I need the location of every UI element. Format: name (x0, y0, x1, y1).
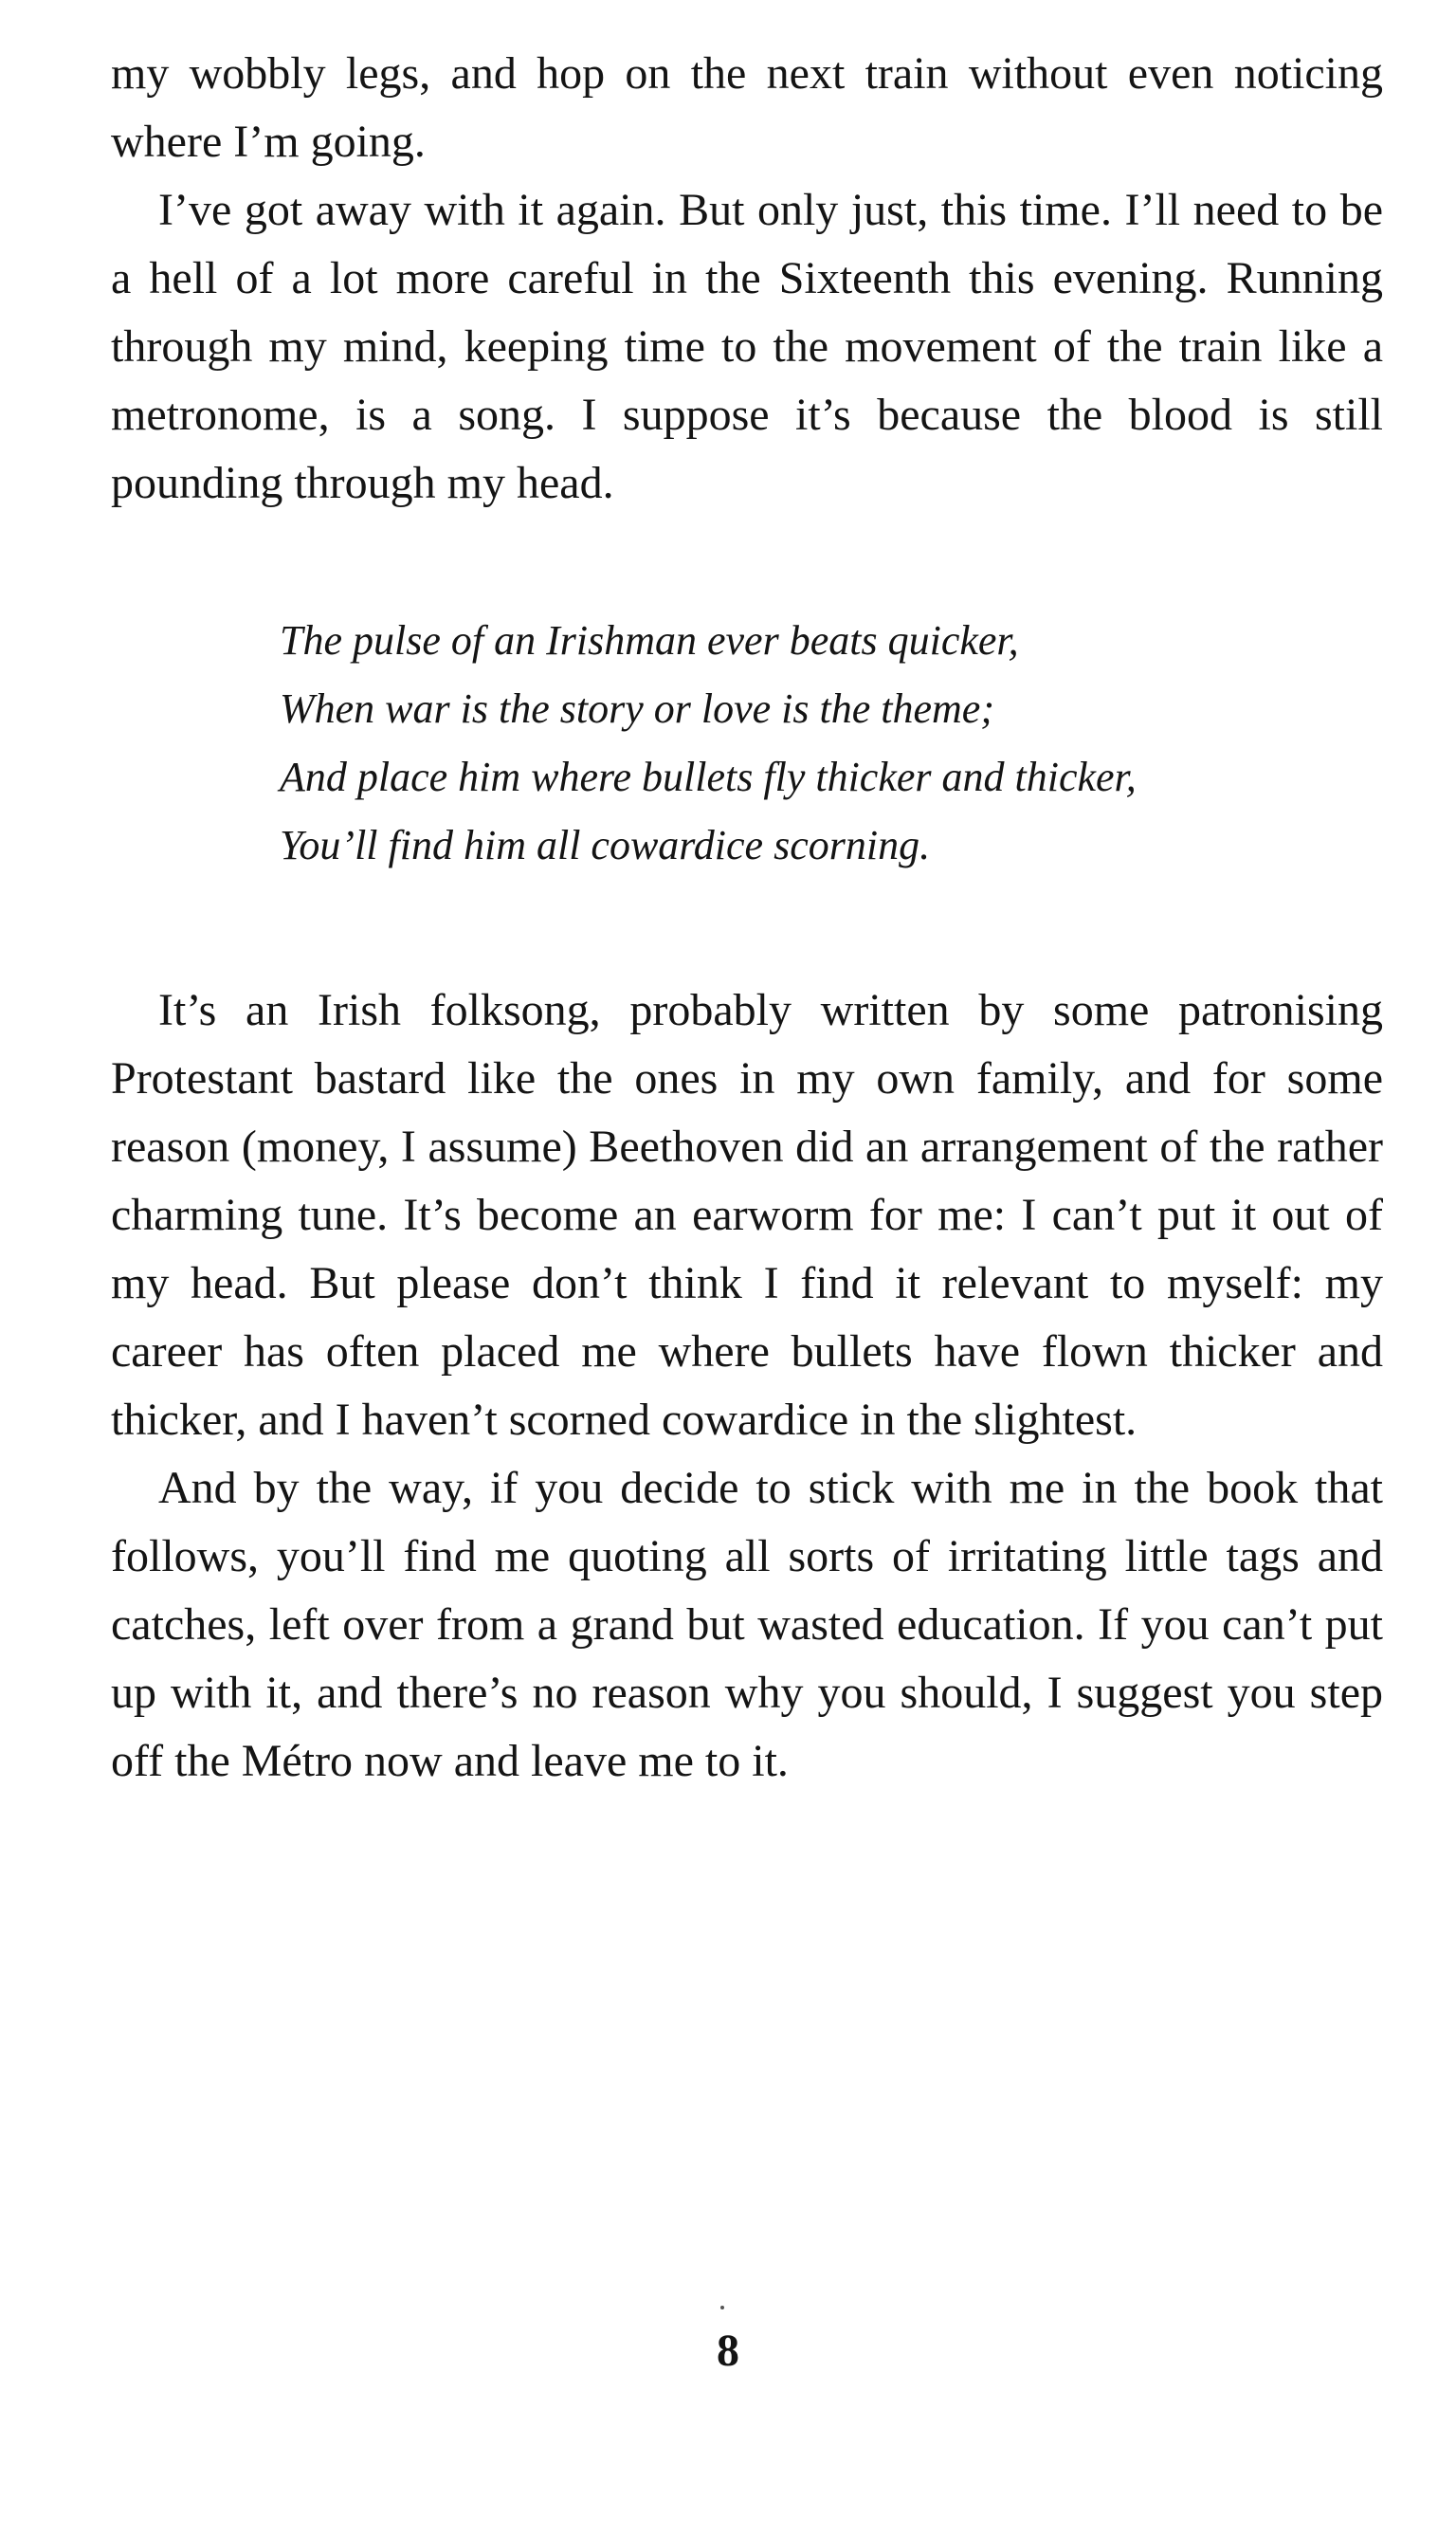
paragraph-continued: my wobbly legs, and hop on the next train without even noticing where I’m going. (111, 48, 1383, 167)
print-speck (720, 2306, 724, 2309)
paragraph: I’ve got away with it again. But only just, this time. I’ll need to be a hell of a lot more careful in the Sixteenth this evening. Running through my mind, keeping time to the movement of the train like a metronome, is a song. I suppose it’s because the blood is still pounding through my head. (111, 185, 1383, 508)
paragraph: It’s an Irish folksong, probably written by some patronising Protestant bastard like the ones in my own family, and for some reason (money, I assume) Beethoven did an arrangement of the rather charming tune. It’s become an earworm for me: I can’t put it out of my head. But please don’t think I find it relevant to myself: my career has often placed me where bullets have flown thicker and thicker, and I haven’t scorned cowardice in the slightest. (111, 985, 1383, 1445)
page-number: 8 (717, 2326, 739, 2376)
verse-block (280, 607, 1383, 880)
paragraph: And by the way, if you decide to stick with me in the book that follows, you’ll find me quoting all sorts of irritating little tags and catches, left over from a grand but wasted education. If you can’t put up with it, and there’s no reason why you should, I suggest you step off the Métro now and leave me to it. (111, 1463, 1383, 1786)
body-text (111, 40, 1383, 1796)
verse-line: When war is the story or love is the theme; (280, 685, 994, 732)
verse-line: The pulse of an Irishman ever beats quicker, (280, 617, 1019, 664)
verse-line: You’ll find him all cowardice scorning. (280, 822, 931, 868)
verse-line: And place him where bullets fly thicker and thicker, (280, 754, 1137, 800)
